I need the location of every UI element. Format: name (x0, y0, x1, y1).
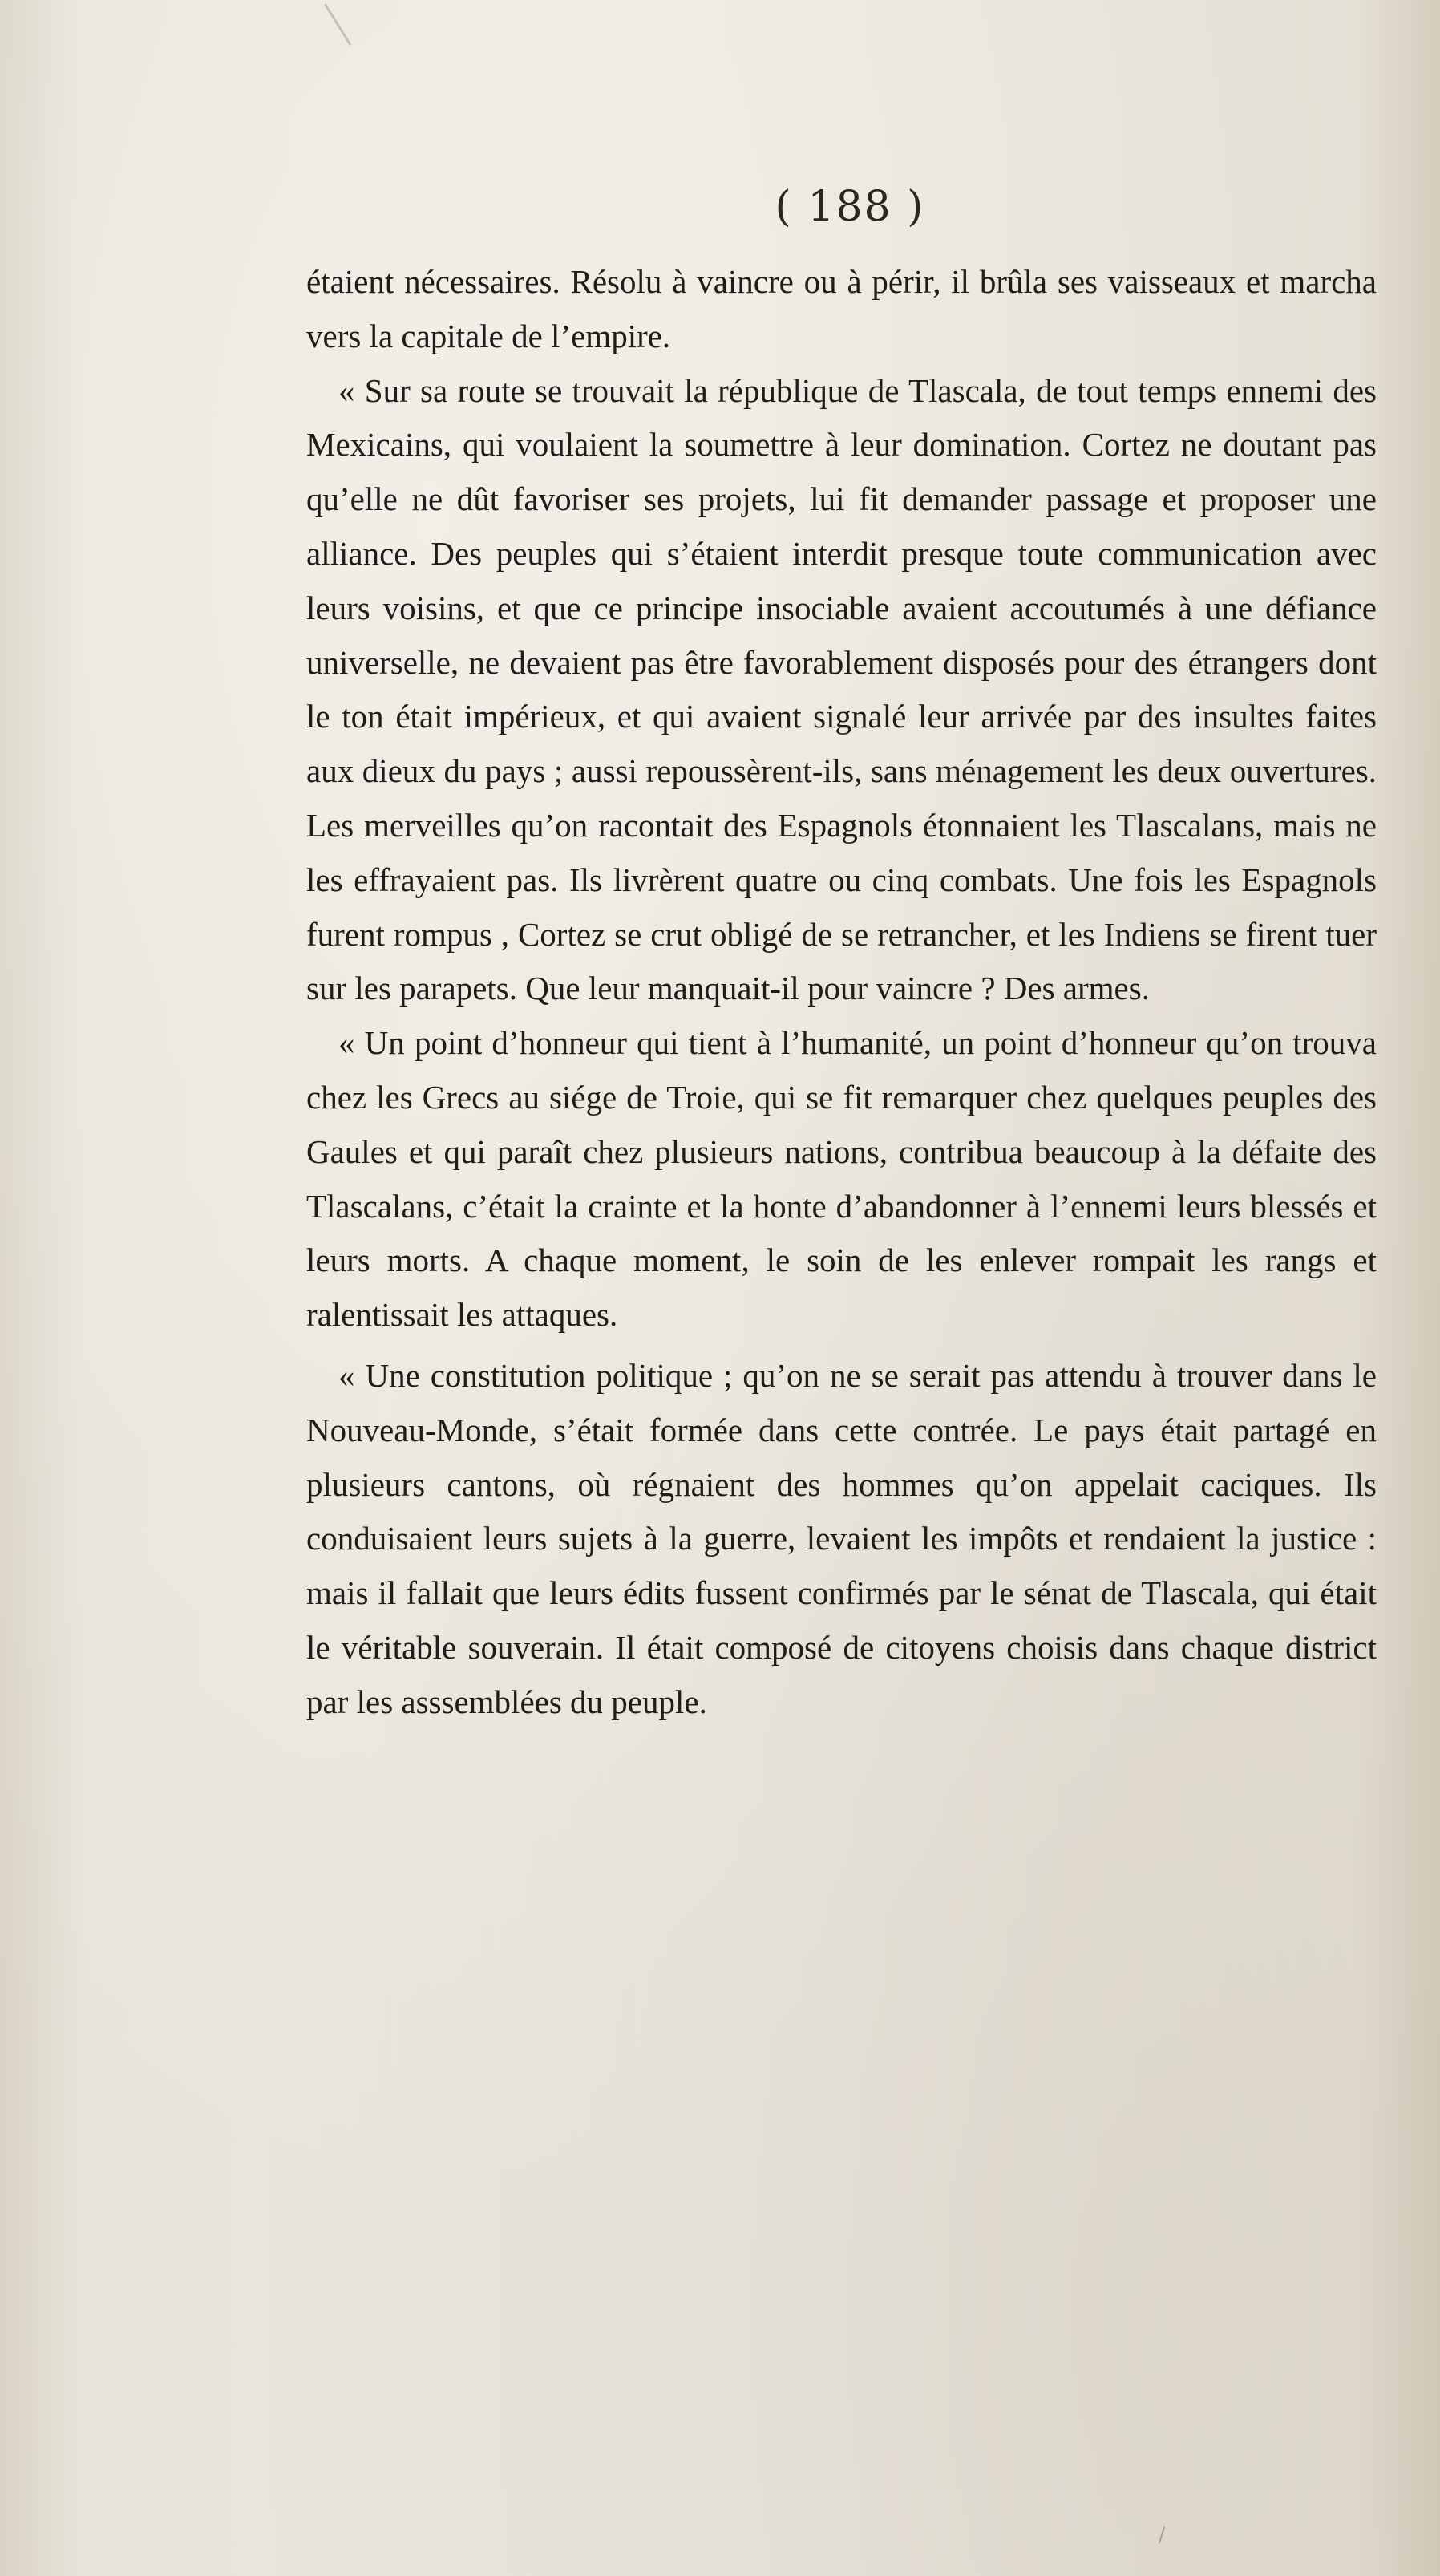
page-number: ( 188 ) (775, 183, 925, 231)
paper-mark (1159, 2526, 1166, 2544)
paper-crease (324, 3, 351, 45)
paragraph-3: « Un point d’honneur qui tient à l’humanité, un point d’honneur qu’on trouva chez les Grecs au siége de Troie, qui se fit remarquer chez quelques peuples des Gaules et qui paraît chez plusieurs nations, contribua beaucoup à la défaite des Tlascalans, c’était la crainte et la honte d’abandonner à l’ennemi leurs blessés et leurs morts. A chaque moment, le soin de les enlever rompait les rangs et ralentissait les attaques. (306, 1024, 1377, 1334)
body-text (306, 255, 1377, 1730)
paragraph-4: « Une constitution politique ; qu’on ne se serait pas attendu à trouver dans le Nouveau-Monde, s’était formée dans cette contrée. Le pays était partagé en plusieurs cantons, où régnaient des hommes qu’on appelait caciques. Ils conduisaient leurs sujets à la guerre, levaient les impôts et rendaient la justice : mais il fallait que leurs édits fussent confirmés par le sénat de Tlascala, qui était le véritable souverain. Il était composé de citoyens choisis dans chaque district par les asssemblées du peuple. (306, 1356, 1377, 1720)
paragraph-2: « Sur sa route se trouvait la république de Tlascala, de tout temps ennemi des Mexicains, qui voulaient la soumettre à leur domination. Cortez ne doutant pas qu’elle ne dût favoriser ses projets, lui fit demander passage et proposer une alliance. Des peuples qui s’étaient interdit presque toute communication avec leurs voisins, et que ce principe insociable avaient accoutumés à une défiance universelle, ne devaient pas être favorablement disposés pour des étrangers dont le ton était impérieux, et qui avaient signalé leur arrivée par des insultes faites aux dieux du pays ; aussi repoussèrent-ils, sans ménagement les deux ouvertures. Les merveilles qu’on racontait des Espagnols étonnaient les Tlascalans, mais ne les effrayaient pas. Ils livrèrent quatre ou cinq combats. Une fois les Espagnols furent rompus , Cortez se crut obligé de se retrancher, et les Indiens se firent tuer sur les parapets. Que leur manquait-il pour vaincre ? Des armes. (306, 371, 1377, 1007)
paragraph-1: étaient nécessaires. Résolu à vaincre ou à périr, il brûla ses vaisseaux et marcha vers la capitale de l’empire. (306, 263, 1377, 354)
